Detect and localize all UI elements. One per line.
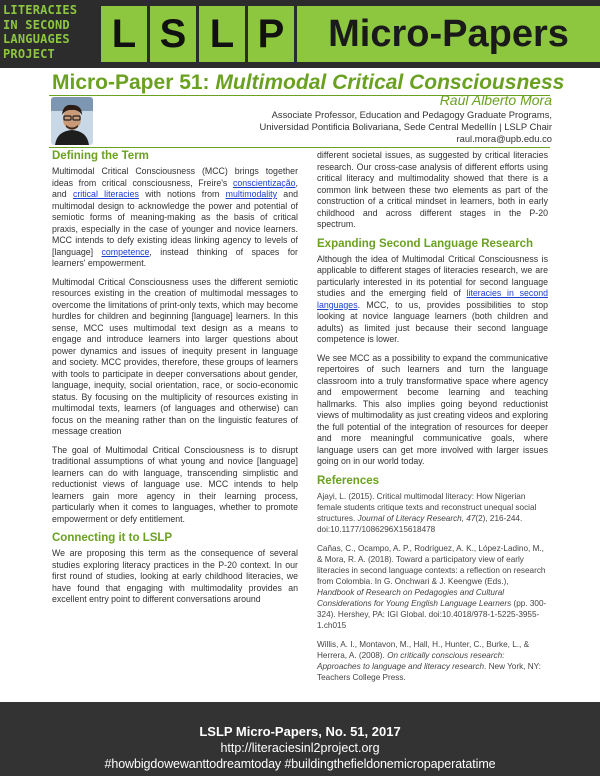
reference-item [317, 491, 548, 535]
right-column [317, 150, 548, 691]
paragraph [317, 254, 548, 346]
logo-line: IN SECOND [3, 17, 70, 32]
section-heading-defining: Defining the Term [52, 150, 149, 162]
footer-hashtags: #howbigdowewanttodreamtoday #buildingthefieldonemicropaperatatime [104, 757, 496, 771]
text-run: . New York, NY: Teachers College Press. [317, 661, 541, 682]
text-run: , and [52, 177, 298, 199]
paragraph [52, 166, 298, 270]
link-multimodality[interactable]: multimodality [225, 189, 278, 199]
text-run: Handbook of Research on Pedagogies and Cultural Considerations for Young English Language Learners [317, 587, 512, 608]
series-title: Micro-Papers [297, 6, 600, 62]
affiliation-line: Universidad Pontificia Bolivariana, Sede Central Medellín | LSLP Chair [259, 121, 552, 132]
text-run: On critically conscious research: Approaches to language and literacy research [317, 650, 505, 671]
text-run: Journal of Literacy Research, 47 [357, 513, 476, 523]
paragraph: The goal of Multimodal Critical Consciousness is to disrupt traditional assumptions of what young and novice [language] learners can do with language, transcending simplistic and reductionist views of language use. MCC intends to help learners gain more agency in their learning process, particularly when it comes to languages, whether to promote empowerment or defy entitlement. [52, 444, 298, 524]
author-name: Raúl Alberto Mora [439, 92, 552, 108]
footer-citation: LSLP Micro-Papers, No. 51, 2017 [199, 724, 401, 739]
text-run: Willis, A. I., Montavon, M., Hall, H., Hunter, C., Burke, L., & Herrera, A. (2008). [317, 639, 530, 660]
title-prefix: Micro-Paper 51: [52, 71, 210, 94]
text-run: (2), 216-244. doi:10.1177/1086296X15618478 [317, 513, 523, 534]
literacies-project-logo-text [3, 3, 98, 61]
logo-letter-l: L [101, 6, 147, 62]
logo-line: LANGUAGES [3, 32, 70, 46]
title-term: Multimodal Critical Consciousness [215, 71, 565, 94]
text-run: Multimodal Critical Consciousness (MCC) brings together ideas from critical consciousness, Freire's [52, 166, 298, 188]
link-competence[interactable]: competence [101, 246, 150, 257]
reference-item [317, 639, 548, 683]
text-run: (pp. 300-324). Hershey, PA: IGI Global. doi:10.4018/978-1-5225-3955-1.ch015 [317, 598, 547, 630]
text-run: . MCC, to us, provides possibilities to stop looking at novice language learners (both children and adults) as limited just because their second language competence is lower. [317, 299, 548, 344]
logo-line: PROJECT [3, 46, 55, 61]
affiliation-line: Associate Professor, Education and Pedagogy Graduate Programs, [271, 109, 552, 120]
footer [0, 702, 600, 776]
text-run: Although the idea of Multimodal Critical Consciousness is applicable to different stages of literacies research, we are particularly interested in its potential for second language studies and the emerging field of [317, 253, 548, 298]
text-run: and multimodal design to acknowledge the power and potential of semiotic forms of meaning-making as the basis of critical praxis, especially in the case of younger and novice learners. MCC intends to defy existing ideas linking agency to levels of [language] [52, 189, 298, 257]
header-divider [49, 147, 550, 148]
paragraph: different societal issues, as suggested by critical literacies research. Our cross-case analysis of different efforts using critical literacy and multimodality showed that there is a common link between these two elements as part of the construction of a critical mindset in learners, both in early childhood and across different stages in the P-20 spectrum. [317, 150, 548, 229]
author-email: raul.mora@upb.edu.co [456, 133, 552, 144]
link-conscientizacao[interactable]: conscientização [232, 177, 296, 188]
logo-line: LITERACIES [3, 3, 78, 17]
link-literacies-in-second-languages[interactable]: literacies in second languages [317, 288, 549, 310]
author-affiliation [259, 109, 552, 145]
reference-item [317, 543, 548, 631]
section-heading-references: References [317, 474, 380, 487]
section-heading-connecting: Connecting it to LSLP [52, 532, 173, 544]
author-photo [51, 97, 93, 145]
paragraph: Multimodal Critical Consciousness uses the different semiotic resources existing in the creation of multimodal messages to overcome the limitations of print-only texts, which may become hurdles for children and beginning [language] learners. In this sense, MCC uses multimodal text design as a means to engage and introduce learners into larger questions about power dynamics and issues of inequity present in language and society. MCC provides, therefore, these groups of learners with tools to participate in deeper conversations about gender, language, inequity, social orientation, race, or socio-economic status. By focusing on the multiplicity of resources existing in multimodal texts, learners (of languages and otherwise) can focus on the meaning rather than on the linguistic features of message creation [52, 276, 298, 436]
link-critical-literacies[interactable]: critical literacies [72, 189, 139, 199]
logo-letter-l2: L [199, 6, 245, 62]
left-column [52, 150, 298, 613]
text-run: , instead thinking of spaces for learners' empowerment. [52, 246, 298, 268]
footer-url[interactable]: http://literaciesinl2project.org [220, 741, 380, 755]
paragraph: We are proposing this term as the consequence of several studies exploring literacy practices in the P-20 context. In our first round of studies, looking at early childhood literacies, we have found that engaging with multimodality provides an excellent entry point to different conversations around [52, 548, 298, 604]
text-run: Ajayi, L. (2015). Critical multimodal literacy: How Nigerian female students critique texts and reconstruct unequal social structures. [317, 491, 537, 523]
header-banner [0, 0, 600, 68]
text-run: with notions from [138, 189, 226, 199]
section-heading-expanding: Expanding Second Language Research [317, 237, 533, 250]
logo-letter-s: S [150, 6, 196, 62]
paragraph: We see MCC as a possibility to expand the communicative repertoires of such learners and turn the language classroom into a truly transformative space where agency and empowerment become learning and teaching hallmarks. This also implies going beyond reductionist views of multimodality as just creating videos and exploring the full potential of the integration of resources for deeper and more meaningful communicative goals, where language users can get more involved with larger issues going on in our world today. [317, 352, 548, 466]
text-run: Cañas, C., Ocampo, A. P., Rodríguez, A. K., López-Ladino, M., & Mora, R. A. (2018). Toward a participatory view of early literacies in second language contexts: a reflection on research from Colombia. In G. Onchwari & J. Keengwe (Eds.), [317, 543, 546, 586]
logo-letter-p: P [248, 6, 294, 62]
